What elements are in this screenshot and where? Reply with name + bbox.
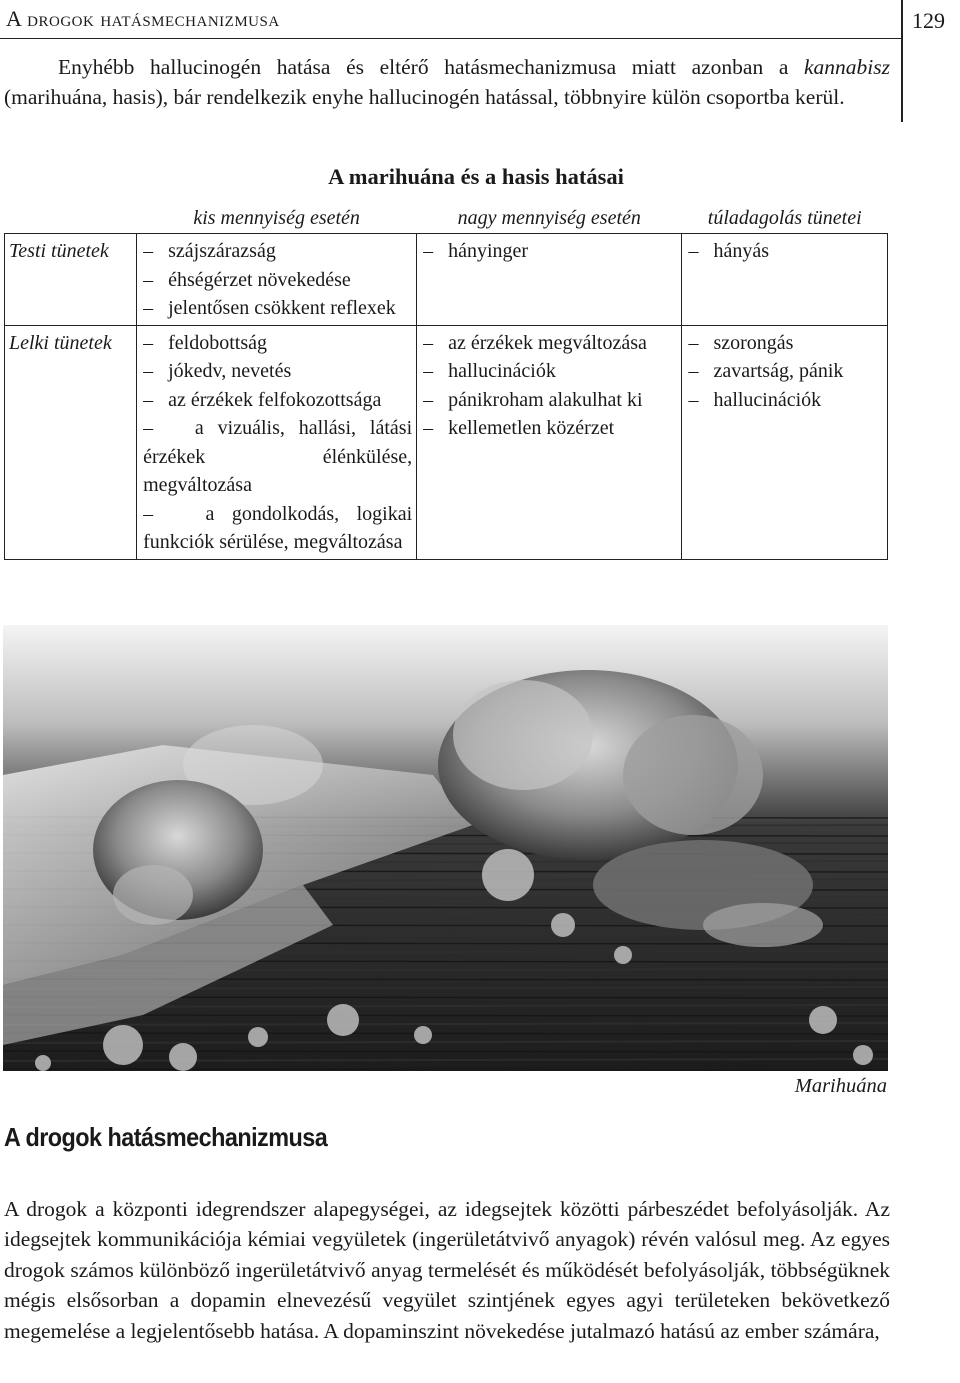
figure-caption: Marihuána	[794, 1075, 887, 1097]
table-row-mental	[5, 325, 888, 559]
running-title: A drogok hatásmechanizmusa	[6, 6, 280, 31]
row-label-physical: Testi tünetek	[5, 234, 137, 326]
cell-physical-large	[417, 234, 682, 326]
effects-table	[4, 203, 888, 560]
symptom-list	[423, 329, 677, 443]
symptom-list	[688, 329, 883, 415]
table-row-physical	[5, 234, 888, 326]
cell-physical-small	[137, 234, 417, 326]
column-header-overdose: túladagolás tünetei	[707, 206, 862, 229]
column-header-small-dose: kis mennyiség esetén	[193, 206, 360, 229]
intro-text	[4, 52, 890, 112]
symptom-item: – hányinger	[423, 237, 677, 266]
symptom-item: – éhségérzet növekedése	[143, 266, 412, 295]
marijuana-photo	[3, 625, 888, 1071]
symptom-list	[143, 237, 412, 323]
column-header-empty	[5, 203, 137, 234]
symptom-item: – jelentősen csökkent reflexek	[143, 294, 412, 323]
body-paragraph: A drogok a központi idegrendszer alapegységei, az idegsejtek közötti párbeszédet befolyásolják. Az idegsejtek kommunikációja kémiai vegyületek (ingerületátvivő anyagok) révén valósul meg. Az egyes drogok számos különböző ingerületátvivő anyag termelését és működését befolyásolják, többségüknek mégis elsősorban a dopamin elnevezésű vegyület szintjének egyes agyi területeken bekövetkező megemelése a legjelentősebb hatása. A dopaminszint növekedése jutalmazó hatású az ember számára,	[4, 1197, 890, 1343]
intro-text-start: Enyhébb hallucinogén hatása és eltérő hatásmechanizmusa miatt azonban a	[58, 55, 804, 79]
symptom-item: – a vizuális, hallási, látási érzékek élénkülése, megváltozása	[143, 414, 412, 500]
symptom-item: – hányás	[688, 237, 883, 266]
photo-illustration	[3, 625, 888, 1071]
cell-mental-overdose	[682, 325, 888, 559]
row-label-mental: Lelki tünetek	[5, 325, 137, 559]
symptom-item: – az érzékek felfokozottsága	[143, 386, 412, 415]
symptom-item: – pánikroham alakulhat ki	[423, 386, 677, 415]
symptom-item: – szorongás	[688, 329, 883, 358]
symptom-item: – szájszárazság	[143, 237, 412, 266]
section-heading: A drogok hatásmechanizmusa	[4, 1122, 328, 1152]
cell-mental-large	[417, 325, 682, 559]
symptom-item: – az érzékek megváltozása	[423, 329, 677, 358]
header-rule	[0, 38, 903, 39]
page-header	[0, 0, 960, 40]
table-header-row	[5, 203, 888, 234]
page-number: 129	[912, 8, 945, 33]
intro-italic-term: kannabisz	[804, 55, 890, 79]
page-number-rule	[901, 0, 903, 122]
symptom-item: – hallucinációk	[688, 386, 883, 415]
intro-paragraph	[4, 52, 890, 112]
intro-text-end: (marihuána, hasis), bár rendelkezik enyhe hallucinogén hatással, többnyire külön csoportba kerül.	[4, 85, 845, 109]
symptom-item: – zavartság, pánik	[688, 357, 883, 386]
symptom-item: – hallucinációk	[423, 357, 677, 386]
symptom-item: – feldobottság	[143, 329, 412, 358]
symptom-item: – a gondolkodás, logikai funkciók sérülése, megváltozása	[143, 500, 412, 557]
table-title-text: A marihuána és a hasis hatásai	[328, 164, 624, 189]
table-title	[0, 164, 960, 190]
symptom-list	[423, 237, 677, 266]
symptom-list	[688, 237, 883, 266]
cell-mental-small	[137, 325, 417, 559]
column-header-large-dose: nagy mennyiség esetén	[457, 206, 641, 229]
symptom-item: – jókedv, nevetés	[143, 357, 412, 386]
symptom-list	[143, 329, 412, 557]
symptom-item: – kellemetlen közérzet	[423, 414, 677, 443]
cell-physical-overdose	[682, 234, 888, 326]
